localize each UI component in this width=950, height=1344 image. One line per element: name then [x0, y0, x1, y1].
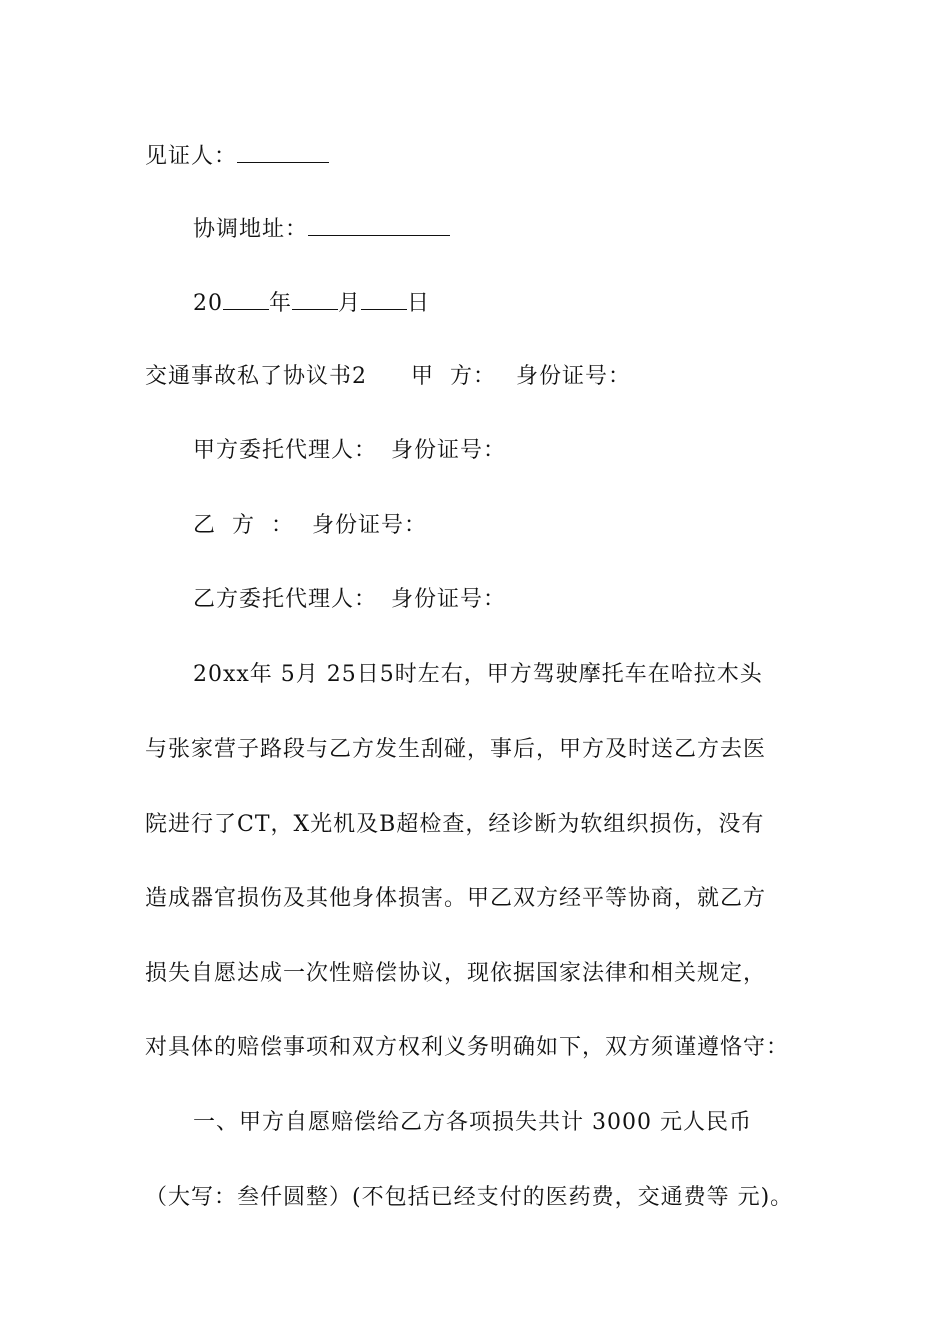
party-b-agent-line [193, 585, 833, 615]
document-title: 交通事故私了协议书2 [145, 364, 367, 389]
party-b-agent-label: 乙方委托代理人： [193, 587, 378, 612]
party-a-label: 甲 方： [411, 364, 496, 389]
day-blank [361, 287, 407, 310]
paragraph-line: 与张家营子路段与乙方发生刮碰，事后，甲方及时送乙方去医 [145, 737, 767, 762]
month-blank [292, 287, 338, 310]
party-b-label: 乙 方 ： [193, 513, 294, 538]
witness-blank [237, 140, 329, 163]
party-b-id-label: 身份证号： [311, 513, 427, 538]
party-a-agent-label: 甲方委托代理人： [193, 438, 378, 463]
party-a-id-label: 身份证号： [516, 364, 632, 389]
paragraph-line: 20xx年 5月 25日5时左右，甲方驾驶摩托车在哈拉木头 [193, 662, 763, 687]
party-b-agent-id-label: 身份证号： [391, 587, 507, 612]
paragraph-line: 造成器官损伤及其他身体损害。甲乙双方经平等协商，就乙方 [145, 886, 767, 911]
date-year-label: 年 [269, 291, 293, 316]
party-a-agent-line [193, 436, 833, 466]
year-blank [223, 287, 269, 310]
date-line [193, 287, 833, 319]
witness-line [145, 140, 835, 172]
clause-one-line: 一、甲方自愿赔偿给乙方各项损失共计 3000 元人民币 [193, 1110, 752, 1135]
paragraph-line: 院进行了CT，X光机及B超检查，经诊断为软组织损伤，没有 [145, 812, 765, 837]
date-month-label: 月 [338, 291, 362, 316]
address-line [193, 213, 833, 245]
date-prefix: 20 [193, 291, 223, 316]
witness-label: 见证人： [145, 144, 238, 169]
address-blank [308, 213, 450, 236]
address-label: 协调地址： [193, 217, 309, 242]
paragraph-line: 对具体的赔偿事项和双方权利义务明确如下，双方须谨遵恪守： [145, 1035, 790, 1060]
party-a-agent-id-label: 身份证号： [391, 438, 507, 463]
clause-one-line: （大写：叁仟圆整）(不包括已经支付的医药费，交通费等 元)。 [145, 1185, 794, 1210]
title-line [145, 362, 835, 392]
paragraph-line: 损失自愿达成一次性赔偿协议，现依据国家法律和相关规定， [145, 961, 767, 986]
date-day-label: 日 [407, 291, 431, 316]
party-b-line [193, 511, 833, 541]
